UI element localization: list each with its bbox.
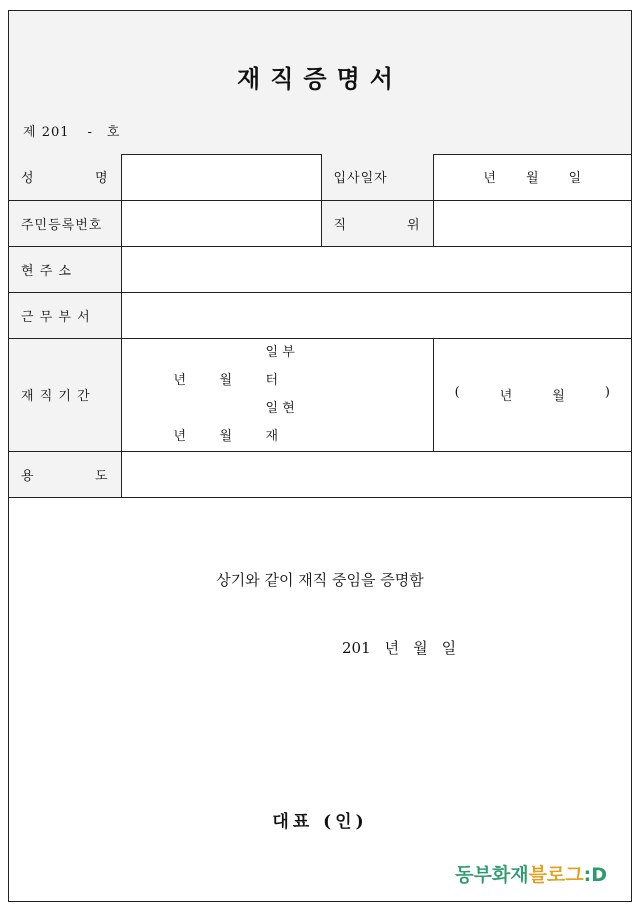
- period-start: 년 월일 부터: [173, 344, 295, 388]
- document-number: [23, 121, 120, 140]
- blog-watermark: 동부화재블로그:D: [455, 864, 607, 886]
- certificate-body: [9, 477, 631, 901]
- field-period-dates[interactable]: [121, 338, 433, 451]
- doc-number-dash: -: [87, 125, 93, 140]
- label-position: 직 위: [321, 200, 433, 246]
- row-department: [9, 292, 631, 338]
- field-position[interactable]: [433, 200, 631, 246]
- row-resident-number: [9, 200, 631, 246]
- row-address: [9, 246, 631, 292]
- document-header: [9, 11, 631, 155]
- field-address[interactable]: [121, 246, 631, 292]
- certificate-document: [8, 10, 632, 902]
- doc-number-prefix: 제 201: [23, 125, 70, 140]
- certification-statement: 상기와 같이 재직 중임을 증명함: [216, 571, 424, 589]
- period-end: 년 월일 현재: [173, 400, 295, 444]
- representative-seal: 대표 (인): [272, 812, 368, 832]
- label-department: 근 무 부 서: [9, 292, 121, 338]
- label-employment-period: 재 직 기 간: [9, 338, 121, 451]
- label-name: 성 명: [9, 154, 121, 200]
- label-address: 현 주 소: [9, 246, 121, 292]
- doc-number-suffix: 호: [106, 125, 121, 140]
- field-resident-number[interactable]: [121, 200, 321, 246]
- label-purpose: 용 도: [9, 451, 121, 497]
- label-resident-number: 주민등록번호: [9, 200, 121, 246]
- document-title: 재직증명서: [237, 64, 403, 93]
- field-name[interactable]: [121, 154, 321, 200]
- field-department[interactable]: [121, 292, 631, 338]
- row-employment-period: [9, 338, 631, 451]
- row-name: [9, 154, 631, 200]
- employee-info-table: [9, 154, 631, 498]
- label-join-date: 입사일자: [321, 154, 433, 200]
- field-join-date[interactable]: 년 월 일: [433, 154, 631, 200]
- issue-date: 201 년 월 일: [342, 639, 457, 657]
- field-period-duration[interactable]: ( 년 월 ): [433, 338, 631, 451]
